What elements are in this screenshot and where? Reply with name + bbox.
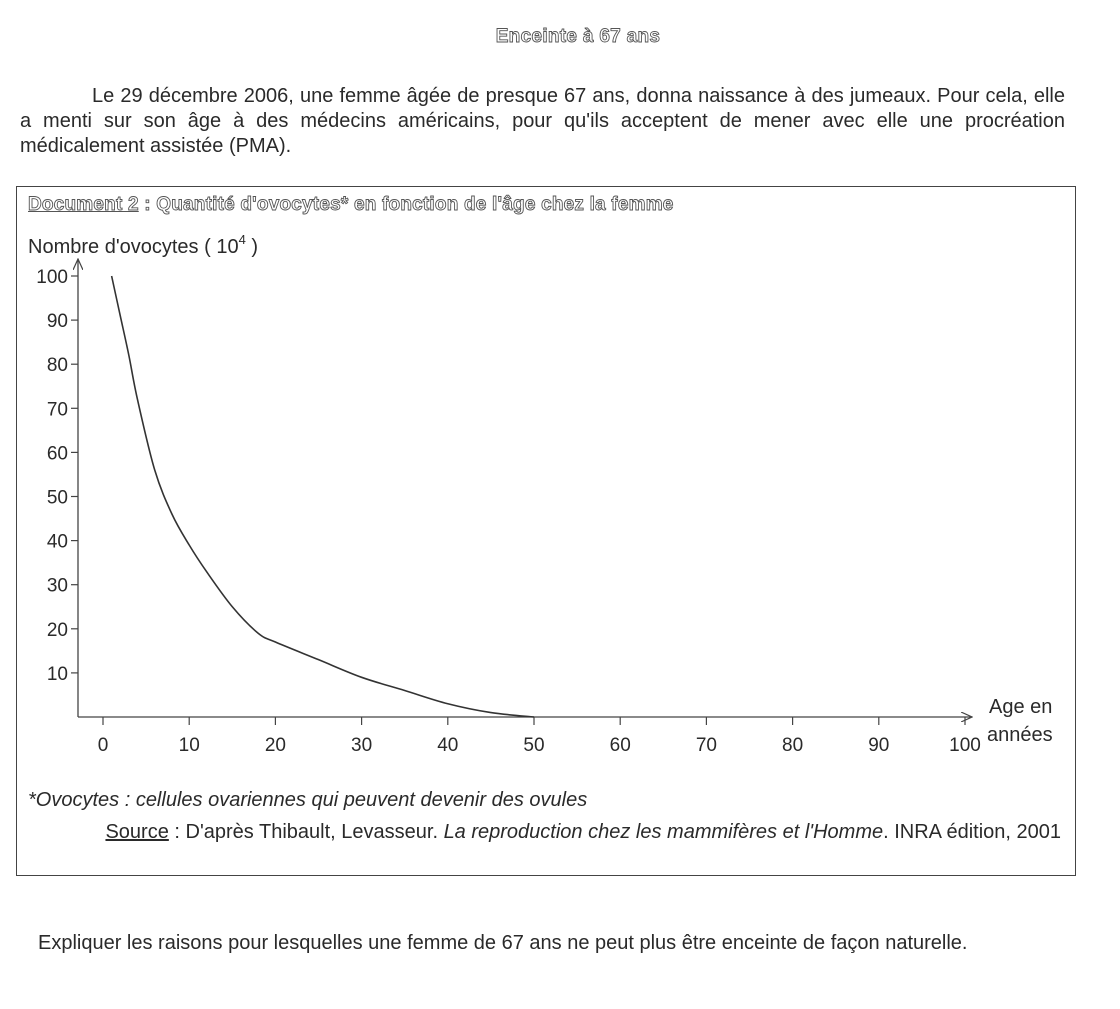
y-ticks — [36, 267, 78, 685]
source-book: La reproduction chez les mammifères et l'Homme — [443, 821, 884, 843]
oocyte-chart — [17, 187, 1075, 787]
x-ticks — [98, 717, 981, 756]
y-tick-label: 50 — [46, 487, 68, 509]
page-title: Enceinte à 67 ans — [495, 26, 661, 47]
series-line-oocytes — [112, 276, 534, 717]
x-tick-label: 50 — [523, 735, 545, 756]
x-tick-label: 60 — [609, 735, 631, 756]
y-axis-label-close: ) — [245, 236, 259, 258]
source-citation — [47, 819, 1061, 845]
document-box — [16, 186, 1076, 876]
x-tick-label: 30 — [351, 735, 373, 756]
x-tick-label: 100 — [949, 735, 981, 756]
x-axis-label-line1: Age en — [989, 696, 1053, 718]
y-tick-label: 90 — [46, 311, 68, 333]
x-tick-label: 0 — [97, 735, 109, 756]
x-tick-label: 40 — [437, 735, 459, 756]
y-tick-label: 80 — [46, 355, 68, 377]
y-tick-label: 20 — [46, 619, 68, 641]
intro-text: Le 29 décembre 2006, une femme âgée de presque 67 ans, donna naissance à des jumeaux. Pour cela, elle a menti sur son âge à des médecins américains, pour qu'ils acceptent de mener avec elle une procréation médicalement assistée (PMA). — [20, 85, 1065, 157]
footnote: *Ovocytes : cellules ovariennes qui peuvent devenir des ovules — [28, 789, 588, 811]
y-tick-label: 10 — [46, 663, 68, 685]
intro-paragraph — [20, 84, 1065, 159]
x-tick-label: 10 — [178, 735, 200, 756]
y-tick-label: 30 — [46, 575, 68, 597]
y-axis-label-exponent: 4 — [238, 232, 246, 247]
x-tick-label: 20 — [264, 735, 286, 756]
x-tick-label: 90 — [868, 735, 890, 756]
y-tick-label: 70 — [46, 399, 68, 421]
x-axis-label-line2: années — [987, 724, 1053, 746]
y-axis-label-main: Nombre d'ovocytes ( 10 — [28, 236, 239, 258]
y-tick-label: 100 — [36, 267, 68, 288]
document-title: : Quantité d'ovocytes* en fonction de l'âge chez la femme — [138, 194, 674, 215]
source-suffix: . INRA édition, 2001 — [883, 821, 1061, 843]
source-prefix: : D'après Thibault, Levasseur. — [168, 821, 444, 843]
document-label: Document 2 — [28, 194, 139, 215]
y-tick-label: 60 — [46, 443, 68, 465]
y-tick-label: 40 — [46, 531, 68, 553]
x-tick-label: 80 — [782, 735, 804, 756]
question-text: Expliquer les raisons pour lesquelles une femme de 67 ans ne peut plus être enceinte de façon naturelle. — [38, 932, 968, 954]
x-tick-label: 70 — [695, 735, 717, 756]
y-axis-label — [28, 232, 258, 258]
source-label: Source — [105, 821, 169, 843]
